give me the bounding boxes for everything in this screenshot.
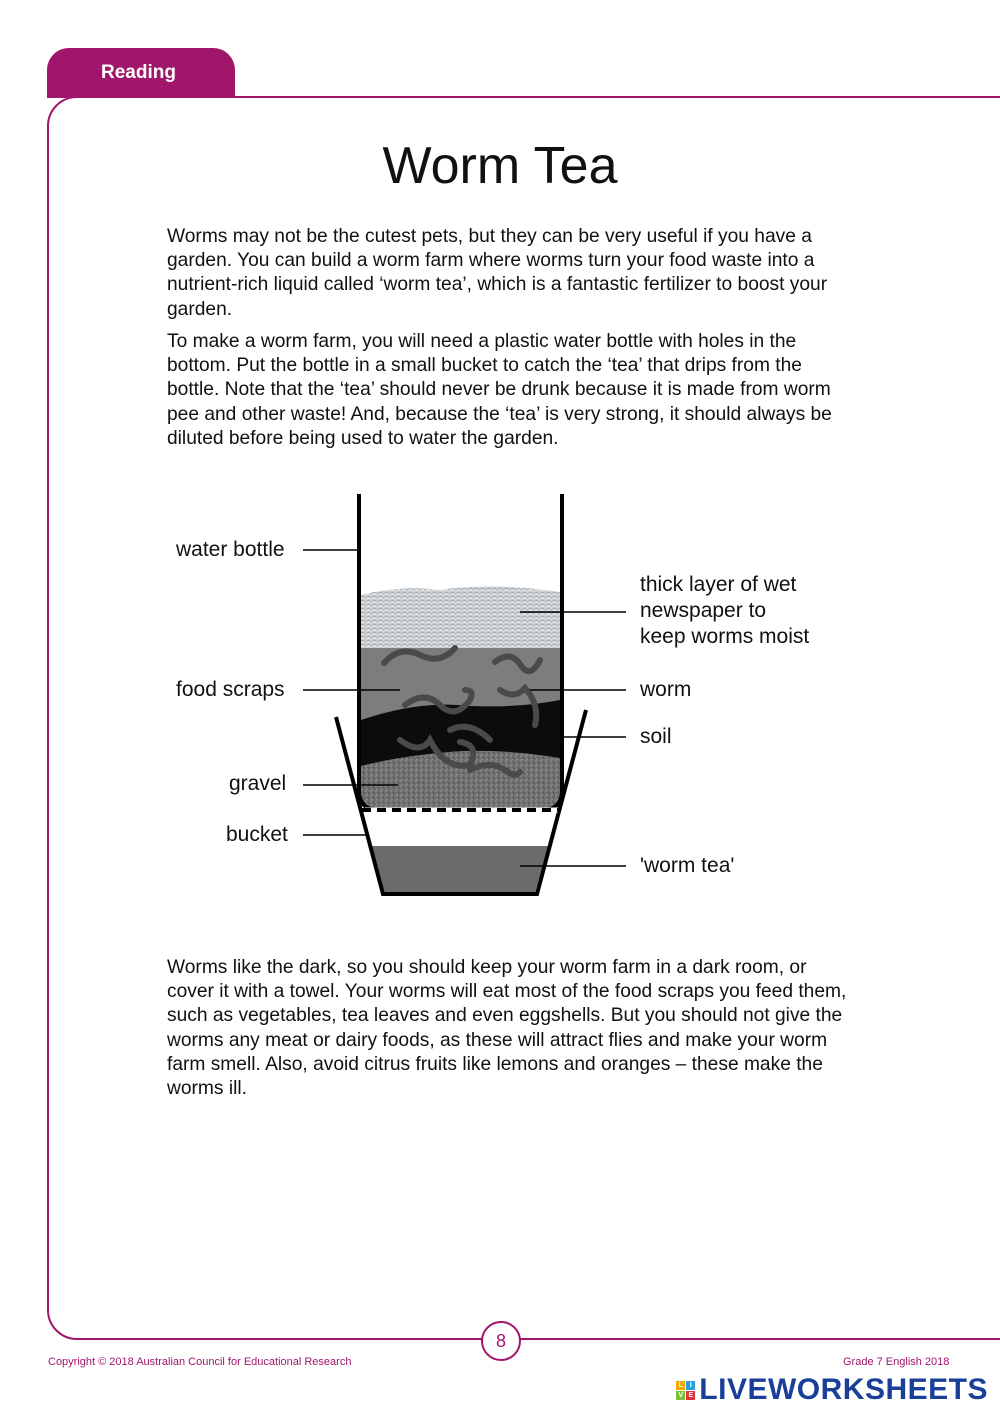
label-worm: worm	[640, 678, 692, 701]
label-water-bottle: water bottle	[176, 538, 285, 561]
section-tab	[47, 48, 235, 98]
paragraph-intro: Worms may not be the cutest pets, but they can be very useful if you have a garden. You can build a worm farm where worms turn your food waste into a nutrient-rich liquid called ‘worm tea’, which is a fantastic fertilizer to boost your garden.	[167, 226, 828, 320]
label-newspaper-line3: keep worms moist	[640, 625, 810, 648]
logo-text: LIVEWORKSHEETS	[699, 1373, 988, 1406]
gravel-layer	[361, 751, 560, 810]
worm-farm-diagram	[0, 470, 1000, 910]
section-tab-label: Reading	[101, 62, 176, 83]
liveworksheets-logo[interactable]	[676, 1373, 988, 1407]
label-worm-tea: 'worm tea'	[640, 854, 735, 877]
paragraph-instructions: To make a worm farm, you will need a plastic water bottle with holes in the bottom. Put the bottle in a small bucket to catch the ‘tea’ that drips from the bottle. Note that the ‘tea’ should never be drunk because it is made from worm pee and other waste! And, because the ‘tea’ is very strong, it should always be diluted before being used to water the garden.	[167, 331, 832, 449]
grade-text: Grade 7 English 2018	[843, 1356, 950, 1368]
paragraph-care: Worms like the dark, so you should keep your worm farm in a dark room, or cover it with a towel. Your worms will eat most of the food scraps you feed them, such as vegetables, tea leaves and even eggshells. But you should not give the worms any meat or dairy foods, as these will attract flies and make your worm farm smell. Also, avoid citrus fruits like lemons and oranges – these make the worms ill.	[167, 957, 847, 1100]
copyright-text: Copyright © 2018 Australian Council for Educational Research	[48, 1356, 352, 1368]
label-newspaper-line2: newspaper to	[640, 599, 767, 622]
logo-blocks-icon: L I V E	[676, 1381, 695, 1400]
page-title: Worm Tea	[382, 137, 618, 195]
newspaper-layer	[361, 586, 560, 650]
page-number: 8	[481, 1321, 521, 1361]
label-gravel: gravel	[229, 772, 287, 795]
label-food-scraps: food scraps	[176, 678, 285, 701]
label-newspaper-line1: thick layer of wet	[640, 573, 797, 596]
label-bucket: bucket	[226, 823, 288, 846]
label-soil: soil	[640, 725, 672, 748]
